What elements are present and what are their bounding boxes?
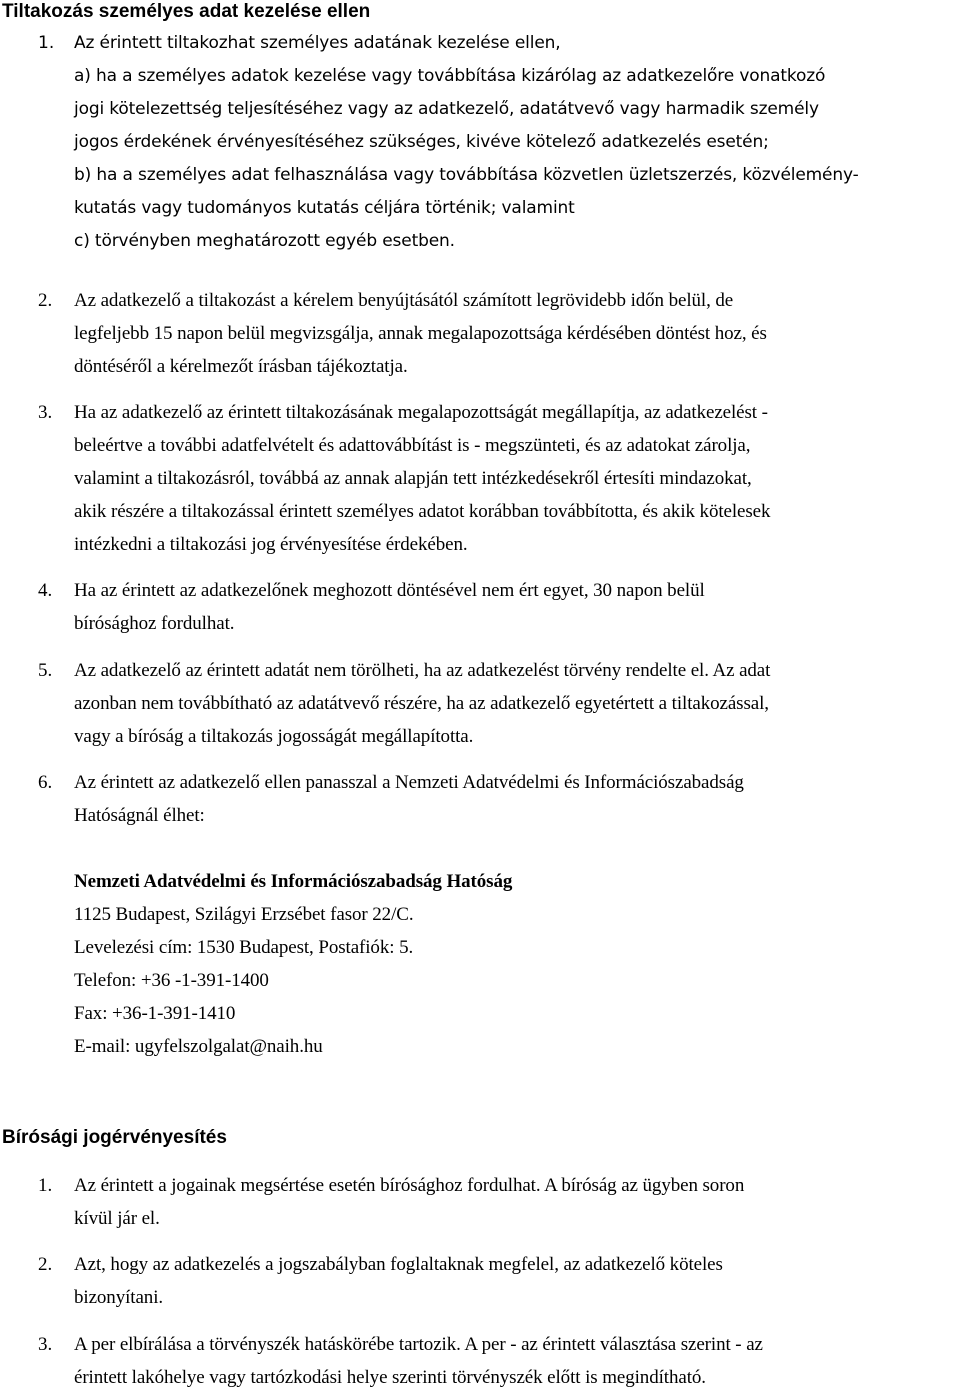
text-line: beleértve a további adatfelvételt és adattovábbítást is - megszünteti, és az adatokat zárolja,: [74, 435, 751, 456]
text-line: kívül jár el.: [74, 1208, 160, 1229]
item-text: [74, 654, 958, 753]
item-text: [74, 1248, 958, 1314]
text-line: c) törvényben meghatározott egyéb esetben.: [74, 231, 455, 251]
item-number: 5.: [38, 660, 53, 681]
item-number: 2.: [38, 290, 53, 311]
text-line: Az érintett az adatkezelő ellen panasszal a Nemzeti Adatvédelmi és Információszabadság: [74, 772, 744, 793]
section-title-objection: Tiltakozás személyes adat kezelése ellen: [2, 1, 371, 22]
authority-email: E-mail: ugyfelszolgalat@naih.hu: [74, 1036, 323, 1057]
text-line: a) ha a személyes adatok kezelése vagy továbbítása kizárólag az adatkezelőre vonatkozó: [74, 66, 826, 86]
text-line: jogos érdekének érvényesítéséhez szükséges, kivéve kötelező adatkezelés esetén;: [74, 132, 769, 152]
text-line: b) ha a személyes adat felhasználása vagy továbbítása közvetlen üzletszerzés, közvélemény-: [74, 165, 859, 185]
item-number: 6.: [38, 772, 53, 793]
item-number: 4.: [38, 580, 53, 601]
item-text: [74, 1328, 958, 1394]
text-line: azonban nem továbbítható az adatátvevő részére, ha az adatkezelő egyetértett a tiltakozással,: [74, 693, 769, 714]
item-text: [74, 27, 958, 258]
item-number: 1.: [38, 33, 55, 53]
text-line: Ha az érintett az adatkezelőnek meghozott döntésével nem ért egyet, 30 napon belül: [74, 580, 705, 601]
text-line: érintett lakóhelye vagy tartózkodási helye szerinti törvényszék előtt is megindítható.: [74, 1367, 706, 1388]
authority-phone: Telefon: +36 -1-391-1400: [74, 970, 269, 991]
authority-fax: Fax: +36-1-391-1410: [74, 1003, 236, 1024]
item-text: [74, 284, 958, 383]
text-line: Azt, hogy az adatkezelés a jogszabályban foglaltaknak megfelel, az adatkezelő köteles: [74, 1254, 723, 1275]
item-text: [74, 574, 958, 640]
item-number: 3.: [38, 1334, 53, 1355]
text-line: akik részére a tiltakozással érintett személyes adatot korábban továbbította, és akik kötelesek: [74, 501, 771, 522]
item-text: [74, 1169, 958, 1235]
text-line: kutatás vagy tudományos kutatás céljára történik; valamint: [74, 198, 575, 218]
text-line: Ha az adatkezelő az érintett tiltakozásának megalapozottságát megállapítja, az adatkezelést -: [74, 402, 768, 423]
item-number: 2.: [38, 1254, 53, 1275]
item-text: [74, 396, 958, 561]
text-line: intézkedni a tiltakozási jog érvényesítése érdekében.: [74, 534, 468, 555]
text-line: bírósághoz fordulhat.: [74, 613, 235, 634]
text-line: döntéséről a kérelmezőt írásban tájékoztatja.: [74, 356, 408, 377]
text-line: Hatóságnál élhet:: [74, 805, 205, 826]
item-number: 1.: [38, 1175, 53, 1196]
text-line: valamint a tiltakozásról, továbbá az annak alapján tett intézkedésekről értesíti mindazokat,: [74, 468, 752, 489]
text-line: Az adatkezelő a tiltakozást a kérelem benyújtásától számított legrövidebb időn belül, de: [74, 290, 734, 311]
text-line: Az érintett tiltakozhat személyes adatának kezelése ellen,: [74, 33, 561, 53]
text-line: bizonyítani.: [74, 1287, 164, 1308]
item-number: 3.: [38, 402, 53, 423]
text-line: Az érintett a jogainak megsértése esetén bírósághoz fordulhat. A bíróság az ügyben soron: [74, 1175, 745, 1196]
text-line: A per elbírálása a törvényszék hatáskörébe tartozik. A per - az érintett választása szerint - az: [74, 1334, 763, 1355]
authority-name: Nemzeti Adatvédelmi és Információszabadság Hatóság: [74, 871, 513, 892]
text-line: Az adatkezelő az érintett adatát nem törölheti, ha az adatkezelést törvény rendelte el. Az adat: [74, 660, 771, 681]
authority-postal-address: Levelezési cím: 1530 Budapest, Postafiók: 5.: [74, 937, 414, 958]
authority-address: 1125 Budapest, Szilágyi Erzsébet fasor 22/C.: [74, 904, 414, 925]
text-line: vagy a bíróság a tiltakozás jogosságát megállapította.: [74, 726, 474, 747]
item-text: [74, 766, 958, 832]
text-line: jogi kötelezettség teljesítéséhez vagy az adatkezelő, adatátvevő vagy harmadik személy: [74, 99, 819, 119]
section-title-court: Bírósági jogérvényesítés: [2, 1127, 227, 1148]
text-line: legfeljebb 15 napon belül megvizsgálja, annak megalapozottsága kérdésében döntést hoz, és: [74, 323, 767, 344]
